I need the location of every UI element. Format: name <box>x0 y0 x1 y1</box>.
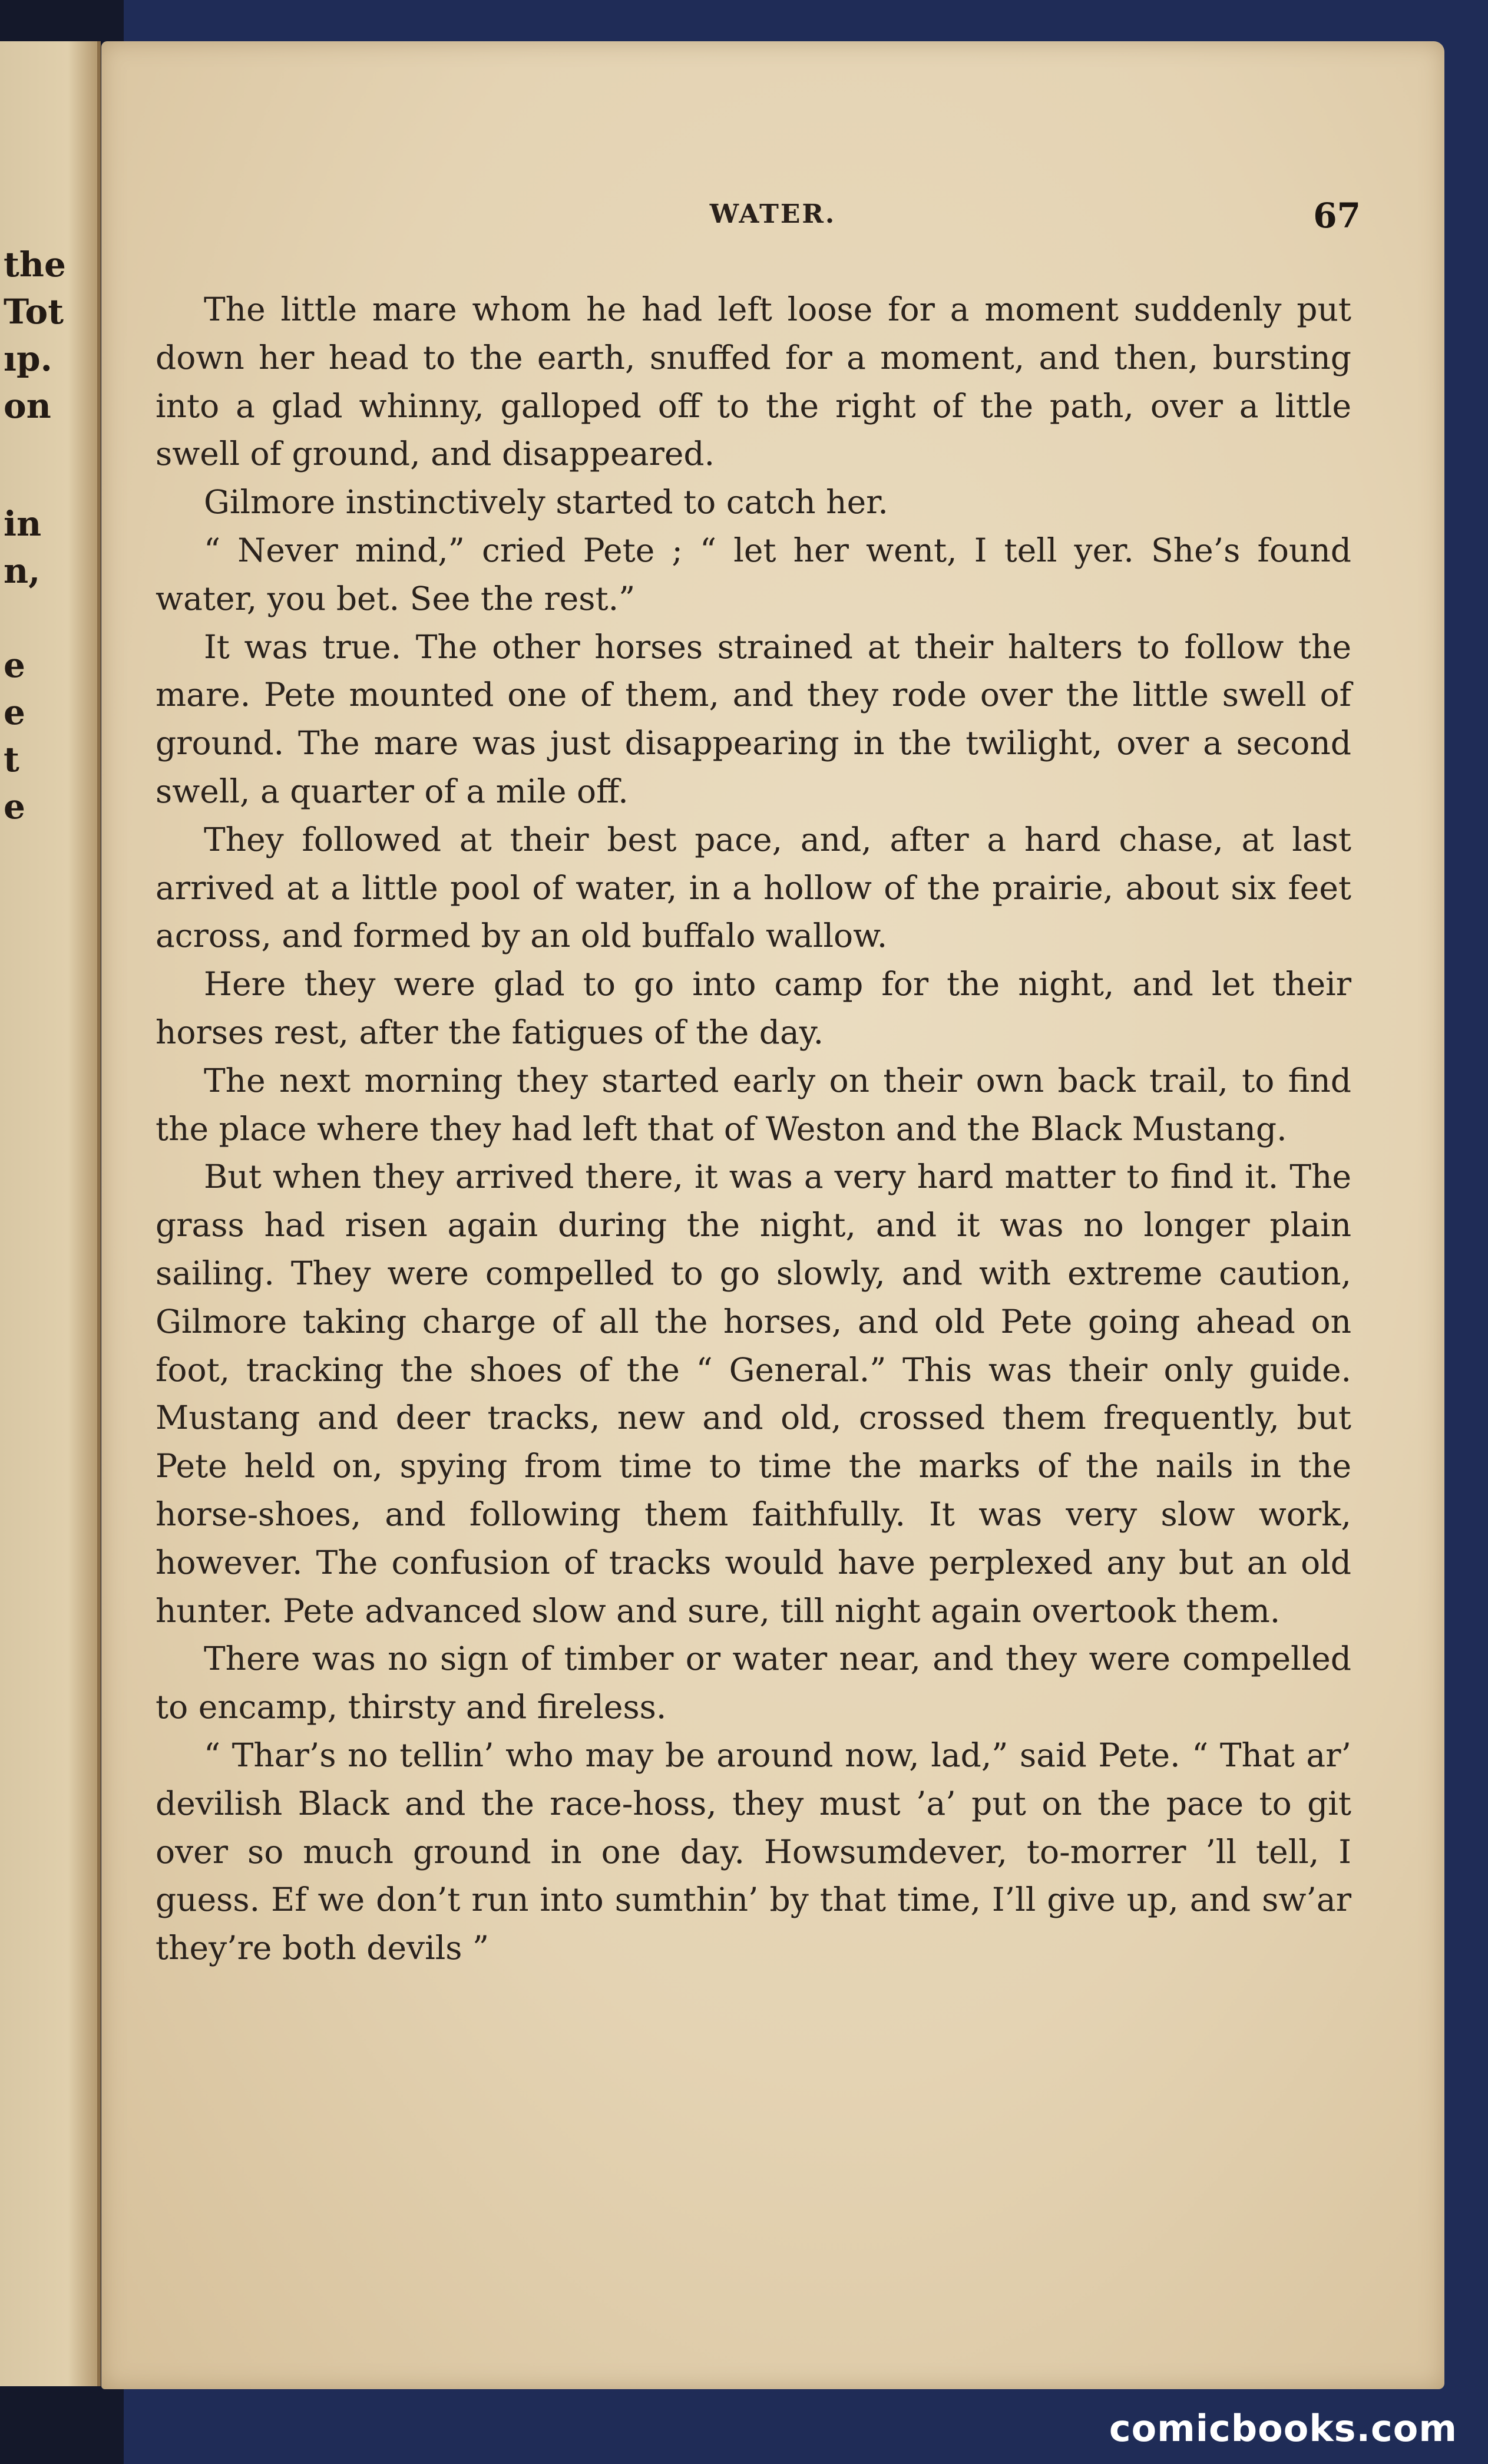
left-page-fragment: Tot <box>4 292 64 332</box>
paragraph: The little mare whom he had left loose for a moment suddenly put down her head to the earth, snuffed for a moment, and then, bursting into a glad whinny, galloped off to the right of the path, over a little swell of ground, and disappeared. <box>156 290 1351 473</box>
page-body <box>156 286 1351 1973</box>
paragraph: Gilmore instinctively started to catch her. <box>204 483 888 521</box>
paragraph: It was true. The other horses strained at their halters to follow the mare. Pete mounted one of them, and they rode over the little swell of ground. The mare was just disappearing in the twilight, over a second swell, a quarter of a mile off. <box>156 627 1351 810</box>
paragraph: “ Never mind,” cried Pete ; “ let her went, I tell yer. She’s found water, you bet. See the rest.” <box>156 531 1351 617</box>
paragraph: But when they arrived there, it was a very hard matter to find it. The grass had risen again during the night, and it was no longer plain sailing. They were compelled to go slowly, and with extreme caution, Gilmore taking charge of all the horses, and old Pete going ahead on foot, tracking the shoes of the “ General.” This was their only guide. Mustang and deer tracks, new and old, crossed them frequently, but Pete held on, spying from time to time the marks of the nails in the horse-shoes, and following them faithfully. It was very slow work, however. The confusion of tracks would have perplexed any but an old hunter. Pete advanced slow and sure, till night again overtook them. <box>156 1158 1351 1630</box>
watermark: comicbooks.com <box>1109 2407 1457 2450</box>
paragraph: The next morning they started early on their own back trail, to find the place where they had left that of Weston and the Black Mustang. <box>156 1061 1351 1148</box>
running-head: WATER. <box>709 199 836 229</box>
left-page-fragment: the <box>4 245 66 285</box>
left-page-fragment: e <box>4 787 25 827</box>
book-page <box>101 41 1444 2389</box>
left-page-fragment: e <box>4 692 25 732</box>
page-number: 67 <box>1313 196 1361 236</box>
left-page-fragment: on <box>4 386 51 426</box>
left-page-fragment: e <box>4 645 25 685</box>
left-page-fragment: in <box>4 504 42 544</box>
left-page-fragment: n, <box>4 551 41 591</box>
paragraph: “ Thar’s no tellin’ who may be around now, lad,” said Pete. “ That ar’ devilish Black and the race-hoss, they must ’a’ put on the pace to git over so much ground in one day. Howsumdever, to-morrer ’ll tell, I guess. Ef we don’t run into sumthin’ by that time, I’ll give up, and sw’ar they’re both devils ” <box>156 1736 1351 1967</box>
left-facing-page <box>0 41 101 2386</box>
left-page-fragment: t <box>4 739 19 780</box>
left-page-fragment: ıp. <box>4 339 52 379</box>
paragraph: They followed at their best pace, and, after a hard chase, at last arrived at a little pool of water, in a hollow of the prairie, about six feet across, and formed by an old buffalo wallow. <box>156 820 1351 955</box>
paragraph: There was no sign of timber or water near, and they were compelled to encamp, thirsty and fireless. <box>156 1640 1351 1726</box>
paragraph: Here they were glad to go into camp for the night, and let their horses rest, after the fatigues of the day. <box>156 965 1351 1051</box>
